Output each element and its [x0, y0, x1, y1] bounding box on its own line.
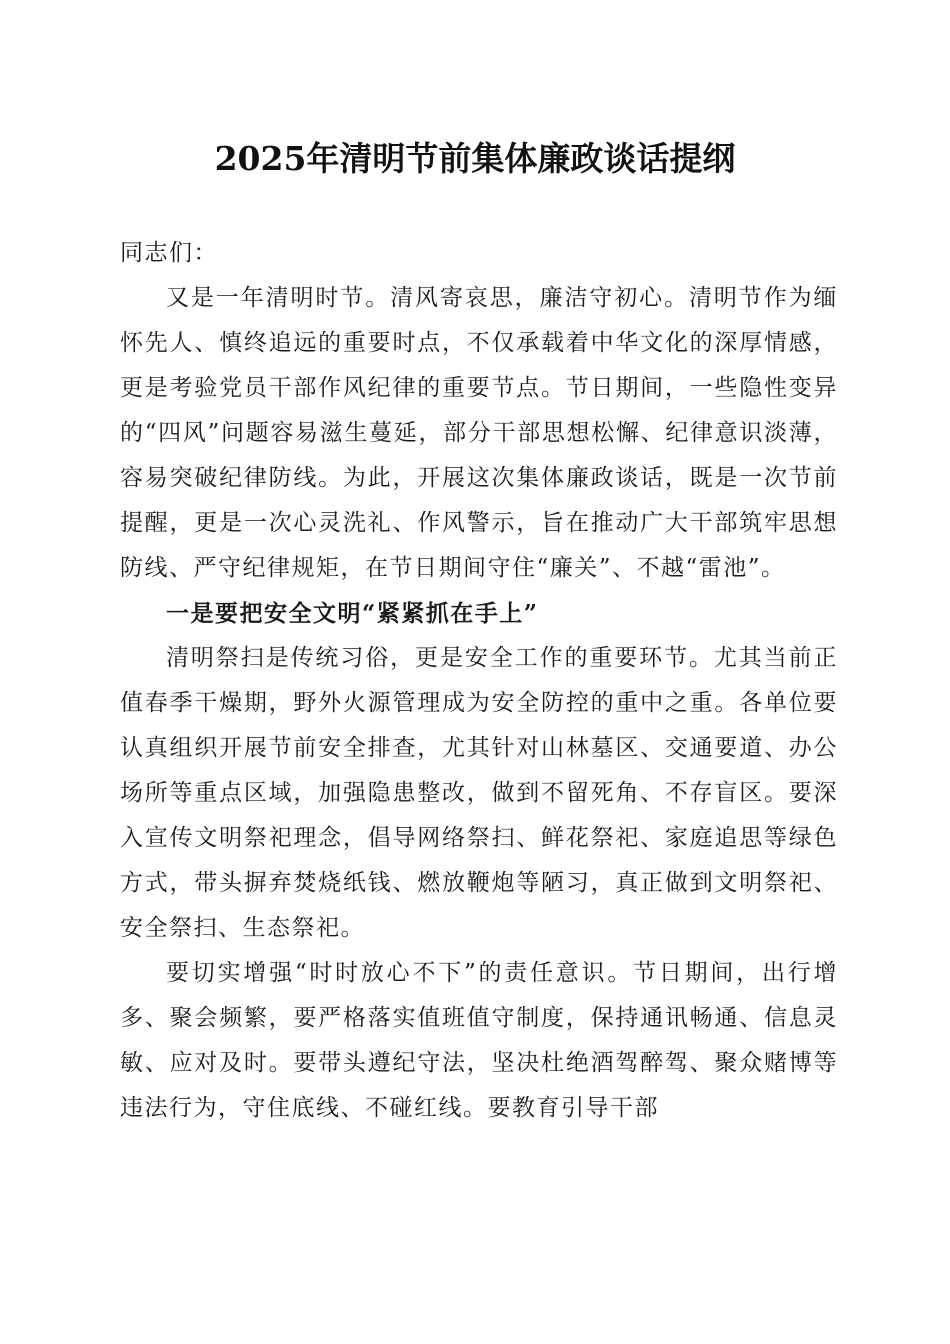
body-paragraph: 要切实增强“时时放心不下”的责任意识。节日期间，出行增多、聚会频繁，要严格落实值班值守制度，保持通讯畅通、信息灵敏、应对及时。要带头遵纪守法，坚决杜绝酒驾醉驾、聚众赌博等违法行为，守住底线、不碰红线。要教育引导干部 — [120, 960, 838, 1121]
section-heading: 一是要把安全文明“紧紧抓在手上” — [166, 600, 539, 627]
salutation: 同志们： — [120, 240, 218, 266]
document-title: 2025年清明节前集体廉政谈话提纲 — [214, 139, 736, 178]
body-paragraph: 清明祭扫是传统习俗，更是安全工作的重要环节。尤其当前正值春季干燥期，野外火源管理成为安全防控的重中之重。各单位要认真组织开展节前安全排查，尤其针对山林墓区、交通要道、办公场所等重点区域，加强隐患整改，做到不留死角、不存盲区。要深入宣传文明祭祀理念，倡导网络祭扫、鲜花祭祀、家庭追思等绿色方式，带头摒弃焚烧纸钱、燃放鞭炮等陋习，真正做到文明祭祀、安全祭扫、生态祭祀。 — [120, 645, 838, 941]
intro-paragraph: 又是一年清明时节。清风寄哀思，廉洁守初心。清明节作为缅怀先人、慎终追远的重要时点，不仅承载着中华文化的深厚情感，更是考验党员干部作风纪律的重要节点。节日期间，一些隐性变异的“四风”问题容易滋生蔓延，部分干部思想松懈、纪律意识淡薄，容易突破纪律防线。为此，开展这次集体廉政谈话，既是一次节前提醒，更是一次心灵洗礼、作风警示，旨在推动广大干部筑牢思想防线、严守纪律规矩，在节日期间守住“廉关”、不越“雷池”。 — [120, 285, 838, 581]
document-body — [120, 231, 838, 1131]
